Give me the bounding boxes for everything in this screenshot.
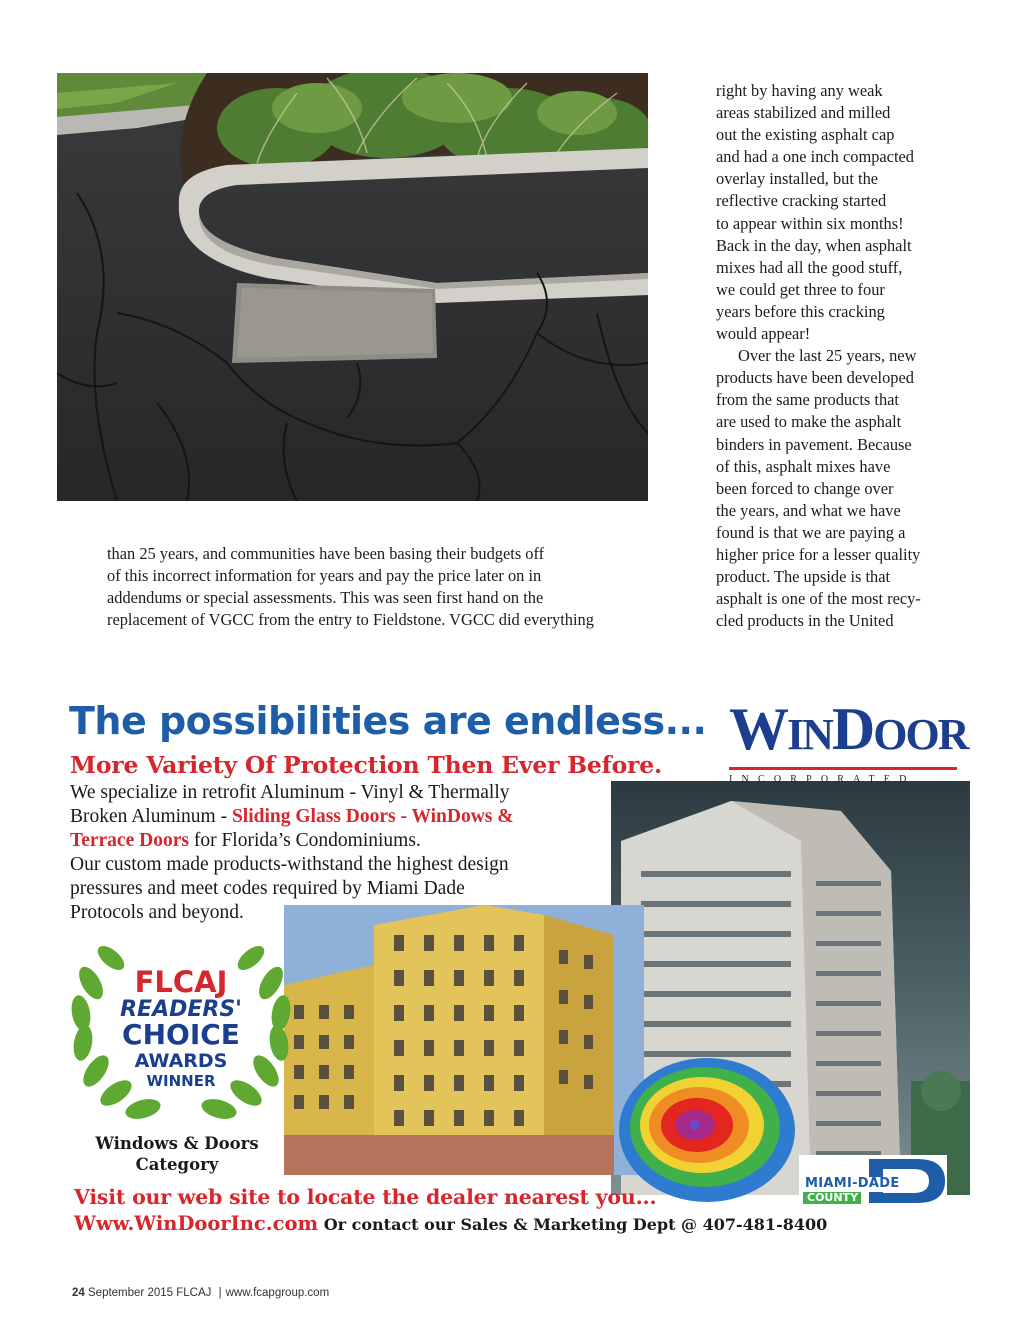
article-right-column bbox=[716, 80, 966, 632]
miami-dade-county-logo bbox=[799, 1155, 947, 1207]
ad-body-line: We specialize in retrofit Aluminum - Vinyl & Thermally bbox=[70, 782, 510, 803]
website-link[interactable]: Www.WinDoorInc.com bbox=[74, 1212, 319, 1235]
logo-letter: D bbox=[831, 696, 874, 762]
ad-body-line: pressures and meet codes required by Miami Dade bbox=[70, 878, 465, 899]
miami-dade-text: MIAMI-DADE bbox=[805, 1176, 900, 1191]
ad-headline: The possibilities are endless... bbox=[69, 699, 707, 743]
ad-body-highlight: Sliding Glass Doors - WinDows & bbox=[231, 806, 514, 827]
article-left-column bbox=[107, 543, 652, 631]
logo-letter: W bbox=[729, 696, 787, 762]
ad-body-line: Protocols and beyond. bbox=[70, 902, 244, 923]
award-flcaj: FLCAJ bbox=[134, 965, 228, 999]
county-text: COUNTY bbox=[807, 1191, 859, 1204]
ad-body-text: Broken Aluminum - bbox=[70, 806, 232, 827]
logo-incorporated: INCORPORATED bbox=[729, 774, 916, 785]
asphalt-photo bbox=[57, 73, 648, 501]
page-footer bbox=[72, 1287, 329, 1299]
article-paragraph: right by having any weak areas stabilized and milled out the existing asphalt cap and had a one inch compacted overlay installed, but the reflective cracking started to appear within six months! Back in the day, when asphalt mixes had all the good stuff, we could get three to four years before this cracking would appear! bbox=[716, 81, 914, 344]
logo-letter: IN bbox=[787, 710, 832, 759]
article-paragraph: than 25 years, and communities have been basing their budgets off of this incorrect information for years and pay the price later on in addendums or special assessments. This was seen first hand on the replacement of VGCC from the entry to Fieldstone. VGCC did everything bbox=[107, 544, 594, 630]
footer-website[interactable]: www.fcapgroup.com bbox=[225, 1287, 330, 1299]
logo-rule bbox=[729, 767, 957, 770]
footer-divider: | bbox=[218, 1287, 222, 1299]
ad-body-line bbox=[70, 805, 605, 829]
award-category bbox=[77, 1133, 277, 1175]
award-category-line: Category bbox=[135, 1155, 219, 1174]
award-choice: CHOICE bbox=[122, 1018, 240, 1051]
logo-letter: OOR bbox=[873, 710, 968, 759]
ad-subheadline: More Variety Of Protection Then Ever Before. bbox=[70, 751, 662, 779]
page-number: 24 bbox=[72, 1287, 85, 1299]
windoor-logo bbox=[729, 696, 968, 785]
award-readers: READERS' bbox=[120, 997, 242, 1022]
ad-body-line: Our custom made products-withstand the highest design bbox=[70, 854, 509, 875]
ad-body-highlight: Terrace Doors bbox=[70, 830, 189, 851]
ad-body-text: for Florida’s Condominiums. bbox=[188, 830, 421, 851]
article-paragraph: Over the last 25 years, new products have been developed from the same products that are used to make the asphalt binders in pavement. Because of this, asphalt mixes have been forced to change over the years, and what we have found is that we are paying a higher price for a lesser quality product. The upside is that asphalt is one of the most recy- cled products in the United bbox=[716, 346, 921, 631]
ad-body-copy bbox=[70, 781, 605, 925]
hurricane-radar-graphic bbox=[617, 1055, 797, 1205]
award-awards: AWARDS bbox=[134, 1050, 228, 1072]
contact-text: Or contact our Sales & Marketing Dept @ 407-481-8400 bbox=[318, 1215, 828, 1234]
ad-body-line bbox=[70, 829, 605, 853]
windoor-wordmark bbox=[729, 696, 968, 765]
issue-date: September 2015 bbox=[88, 1287, 174, 1299]
dealer-call-to-action: Visit our web site to locate the dealer nearest you... bbox=[74, 1185, 657, 1209]
award-category-line: Windows & Doors bbox=[95, 1134, 259, 1153]
yellow-building-image bbox=[284, 905, 644, 1175]
magazine-name: FLCAJ bbox=[176, 1287, 212, 1299]
windoor-advertisement bbox=[57, 695, 972, 1245]
contact-line bbox=[74, 1212, 827, 1235]
award-winner: WINNER bbox=[146, 1072, 216, 1090]
